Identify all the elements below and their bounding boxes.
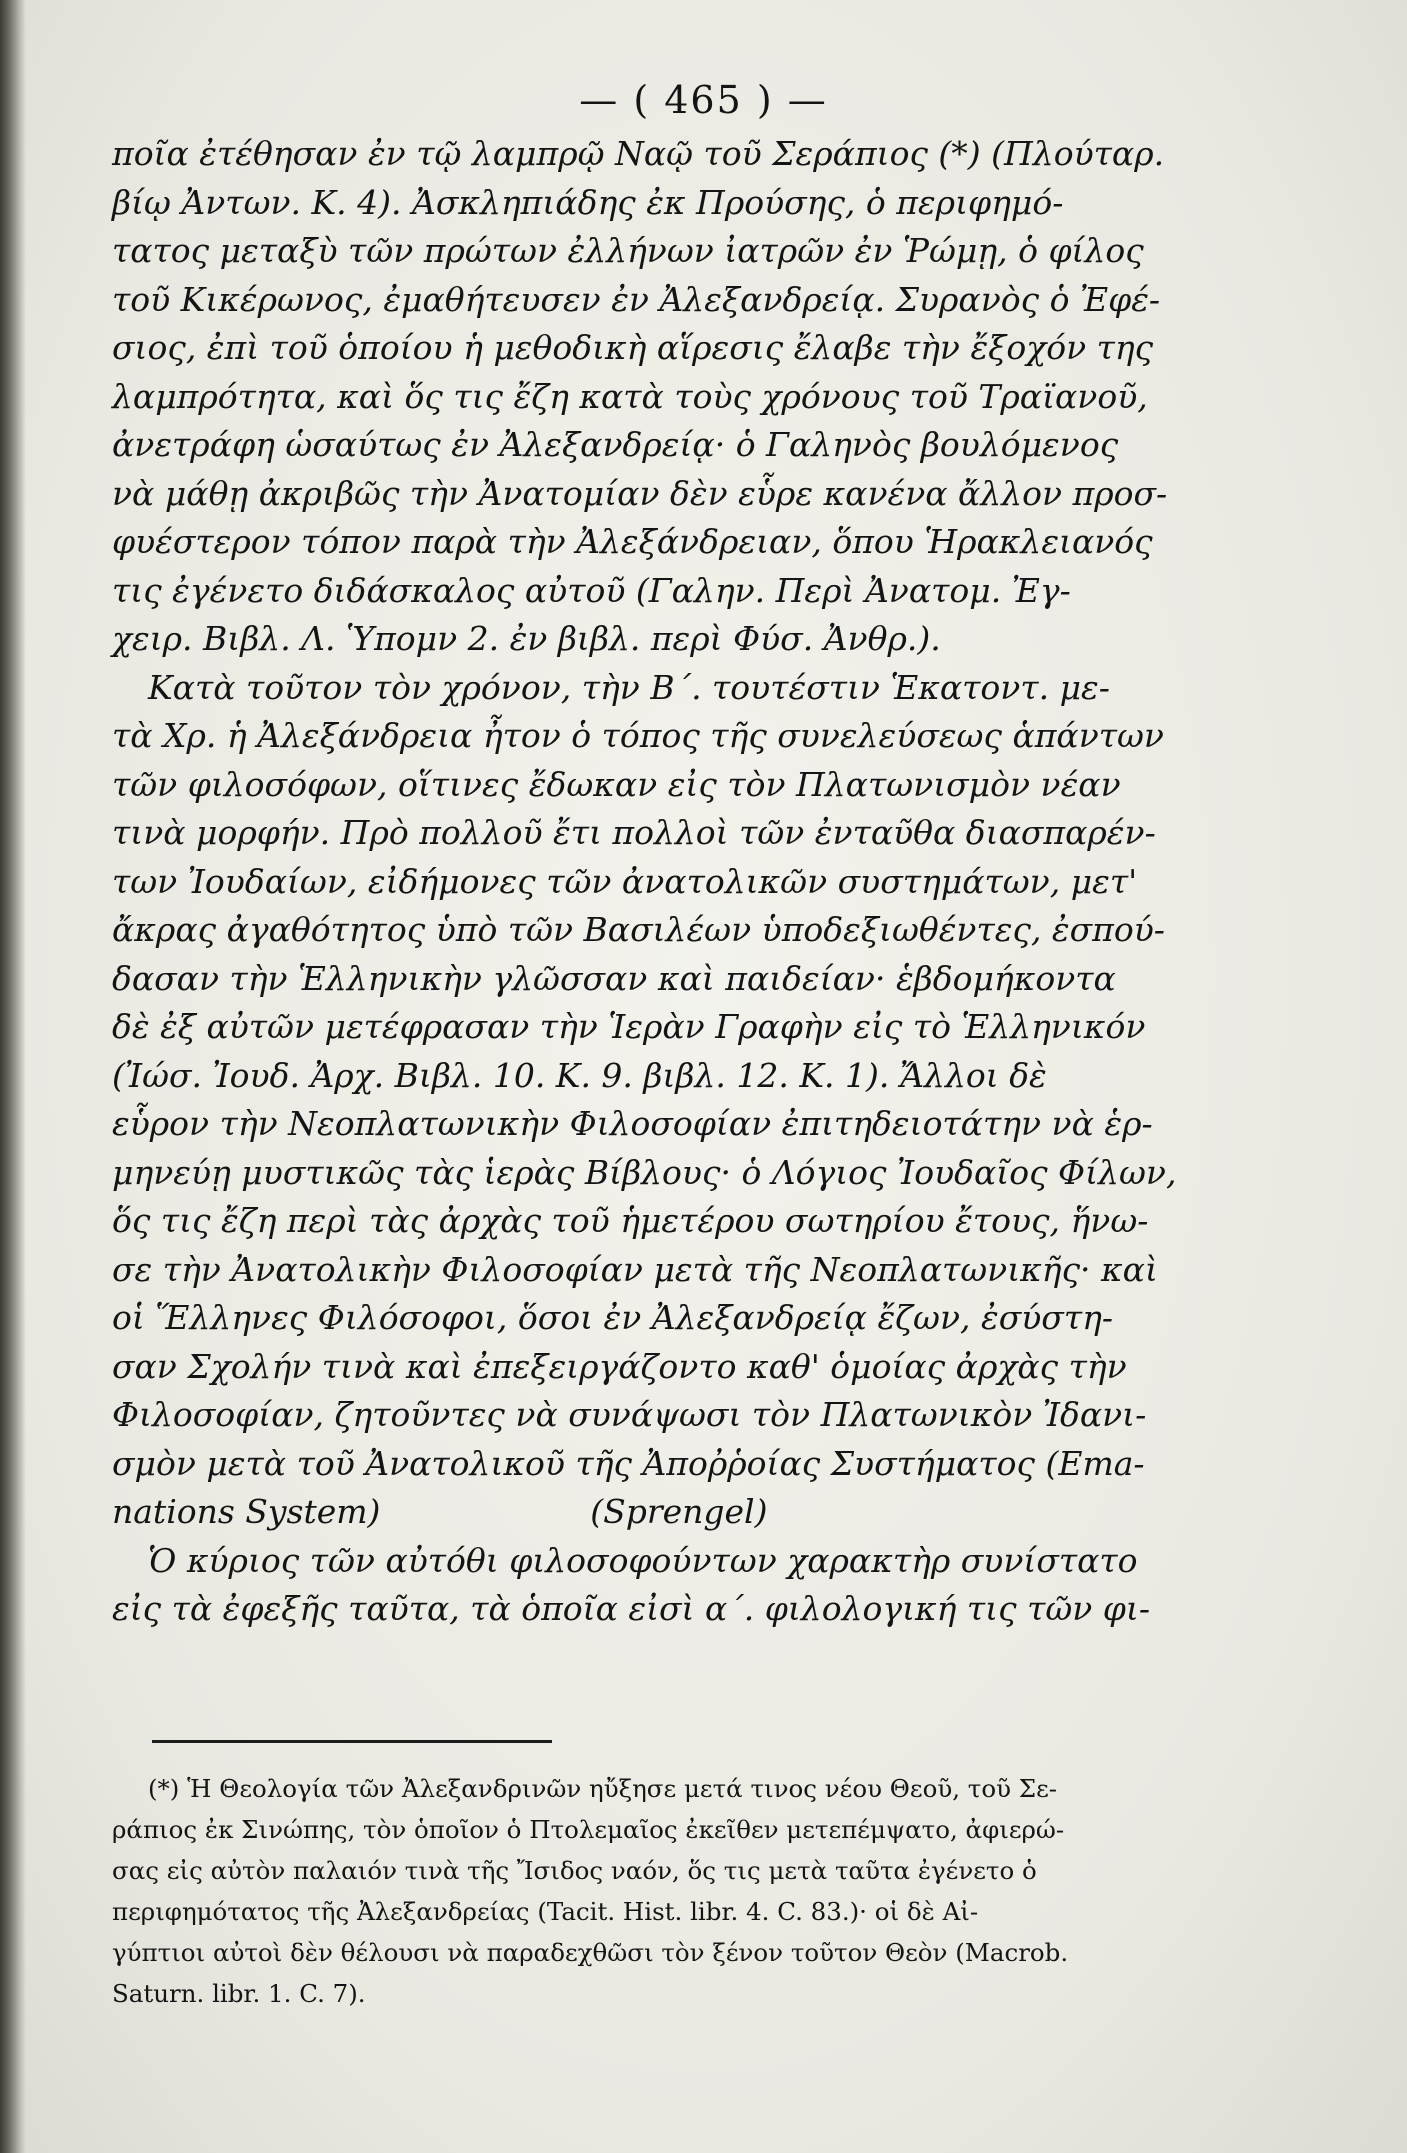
text-line: σαν Σχολήν τινὰ καὶ ἐπεξειργάζοντο καθ' ὁμοίας ἀρχὰς τὴν bbox=[112, 1346, 1127, 1386]
text-line: χειρ. Βιβλ. Λ. Ὑπομν 2. ἐν βιβλ. περὶ Φύσ. Ἀνθρ.). bbox=[112, 619, 941, 658]
footnote-line: σας εἰς αὐτὸν παλαιόν τινὰ τῆς Ἴσιδος ναόν, ὅς τις μετὰ ταῦτα ἐγένετο ὁ bbox=[112, 1856, 1037, 1885]
text-line: τις ἐγένετο διδάσκαλος αὐτοῦ (Γαλην. Περὶ Ἀνατομ. Ἐγ- bbox=[112, 570, 1071, 610]
text-line: σιος, ἐπὶ τοῦ ὁποίου ἡ μεθοδικὴ αἵρεσις ἔλαβε τὴν ἔξοχόν της bbox=[112, 328, 1154, 367]
text-line: τῶν φιλοσόφων, οἵτινες ἔδωκαν εἰς τὸν Πλατωνισμὸν νέαν bbox=[112, 764, 1121, 804]
footnote-line: ράπιος ἐκ Σινώπης, τὸν ὁποῖον ὁ Πτολεμαῖος ἐκεῖθεν μετεπέμψατο, ἀφιερώ- bbox=[112, 1815, 1065, 1844]
text-line: nations System) (Sprengel) bbox=[112, 1492, 768, 1531]
paragraph-start-line: Ὁ κύριος τῶν αὐτόθι φιλοσοφούντων χαρακτὴρ συνίστατο bbox=[148, 1540, 1138, 1580]
text-line: τοῦ Κικέρωνος, ἐμαθήτευσεν ἐν Ἀλεξανδρείᾳ. Συρανὸς ὁ Ἐφέ- bbox=[112, 279, 1161, 319]
footnote-line: (*) Ἡ Θεολογία τῶν Ἀλεξανδρινῶν ηὔξησε μετά τινος νέου Θεοῦ, τοῦ Σε- bbox=[148, 1774, 1058, 1803]
footnote-line: Saturn. libr. 1. C. 7). bbox=[112, 1979, 366, 2008]
text-line: τατος μεταξὺ τῶν πρώτων ἐλλήνων ἰατρῶν ἐν Ῥώμῃ, ὁ φίλος bbox=[112, 231, 1144, 270]
footnote-line: γύπτιοι αὐτοὶ δὲν θέλουσι νὰ παραδεχθῶσι τὸν ξένον τοῦτον Θεὸν (Macrob. bbox=[112, 1938, 1069, 1967]
text-line: βίῳ Ἀντων. Κ. 4). Ἀσκληπιάδης ἐκ Προύσης, ὁ περιφημό- bbox=[112, 182, 1064, 222]
text-line: σε τὴν Ἀνατολικὴν Φιλοσοφίαν μετὰ τῆς Νεοπλατωνικῆς· καὶ bbox=[112, 1249, 1158, 1289]
footnote-separator-rule bbox=[152, 1740, 552, 1743]
text-line: δασαν τὴν Ἑλληνικὴν γλῶσσαν καὶ παιδείαν· ἑβδομήκοντα bbox=[112, 958, 1116, 998]
text-line: Φιλοσοφίαν, ζητοῦντες νὰ συνάψωσι τὸν Πλατωνικὸν Ἰδανι- bbox=[112, 1395, 1147, 1434]
text-line: ὅς τις ἔζη περὶ τὰς ἀρχὰς τοῦ ἡμετέρου σωτηρίου ἔτους, ἥνω- bbox=[112, 1201, 1149, 1240]
text-line: ἀνετράφη ὡσαύτως ἐν Ἀλεξανδρείᾳ· ὁ Γαληνὸς βουλόμενος bbox=[112, 425, 1119, 464]
main-text bbox=[112, 130, 1212, 1634]
text-line: των Ἰουδαίων, εἰδήμονες τῶν ἀνατολικῶν συστημάτων, μετ' bbox=[112, 861, 1138, 901]
text-line: (Ἰώσ. Ἰουδ. Ἀρχ. Βιβλ. 10. Κ. 9. βιβλ. 12. Κ. 1). Ἄλλοι δὲ bbox=[112, 1055, 1047, 1095]
text-line: λαμπρότητα, καὶ ὅς τις ἔζη κατὰ τοὺς χρόνους τοῦ Τραϊανοῦ, bbox=[112, 376, 1148, 416]
footnote-line: περιφημότατος τῆς Ἀλεξανδρείας (Tacit. Hist. libr. 4. C. 83.)· οἱ δὲ Αἰ- bbox=[112, 1897, 979, 1926]
paragraph-start-line: Κατὰ τοῦτον τὸν χρόνον, τὴν Β΄. τουτέστιν Ἑκατοντ. με- bbox=[148, 667, 1110, 707]
text-line: τινὰ μορφήν. Πρὸ πολλοῦ ἔτι πολλοὶ τῶν ἐνταῦθα διασπαρέν- bbox=[112, 813, 1156, 852]
text-line: ἄκρας ἀγαθότητος ὑπὸ τῶν Βασιλέων ὑποδεξιωθέντες, ἐσπού- bbox=[112, 910, 1165, 949]
text-line: οἱ Ἕλληνες Φιλόσοφοι, ὅσοι ἐν Ἀλεξανδρείᾳ ἔζων, ἐσύστη- bbox=[112, 1298, 1114, 1337]
text-line: μηνεύῃ μυστικῶς τὰς ἱερὰς Βίβλους· ὁ Λόγιος Ἰουδαῖος Φίλων, bbox=[112, 1152, 1177, 1192]
book-binding-edge bbox=[0, 0, 26, 2153]
text-line: τὰ Χρ. ἡ Ἀλεξάνδρεια ἦτον ὁ τόπος τῆς συνελεύσεως ἁπάντων bbox=[112, 716, 1164, 755]
text-line: εἰς τὰ ἐφεξῆς ταῦτα, τὰ ὁποῖα εἰσὶ α΄. φιλολογική τις τῶν φι- bbox=[112, 1589, 1151, 1628]
text-line: ποῖα ἐτέθησαν ἐν τῷ λαμπρῷ Ναῷ τοῦ Σεράπιος (*) (Πλούταρ. bbox=[112, 134, 1165, 173]
footnote bbox=[112, 1768, 1222, 2014]
text-line: νὰ μάθῃ ἀκριβῶς τὴν Ἀνατομίαν δὲν εὗρε κανένα ἄλλον προσ- bbox=[112, 473, 1168, 513]
text-line: δὲ ἐξ αὐτῶν μετέφρασαν τὴν Ἱερὰν Γραφὴν εἰς τὸ Ἑλληνικόν bbox=[112, 1007, 1146, 1046]
text-line: εὗρον τὴν Νεοπλατωνικὴν Φιλοσοφίαν ἐπιτηδειοτάτην νὰ ἑρ- bbox=[112, 1104, 1153, 1143]
page-number-header: — ( 465 ) — bbox=[579, 78, 828, 122]
text-line: φυέστερον τόπον παρὰ τὴν Ἀλεξάνδρειαν, ὅπου Ἡρακλειανός bbox=[112, 522, 1153, 561]
text-line: σμὸν μετὰ τοῦ Ἀνατολικοῦ τῆς Ἀποῤῥοίας Συστήματος (Ema- bbox=[112, 1443, 1145, 1483]
